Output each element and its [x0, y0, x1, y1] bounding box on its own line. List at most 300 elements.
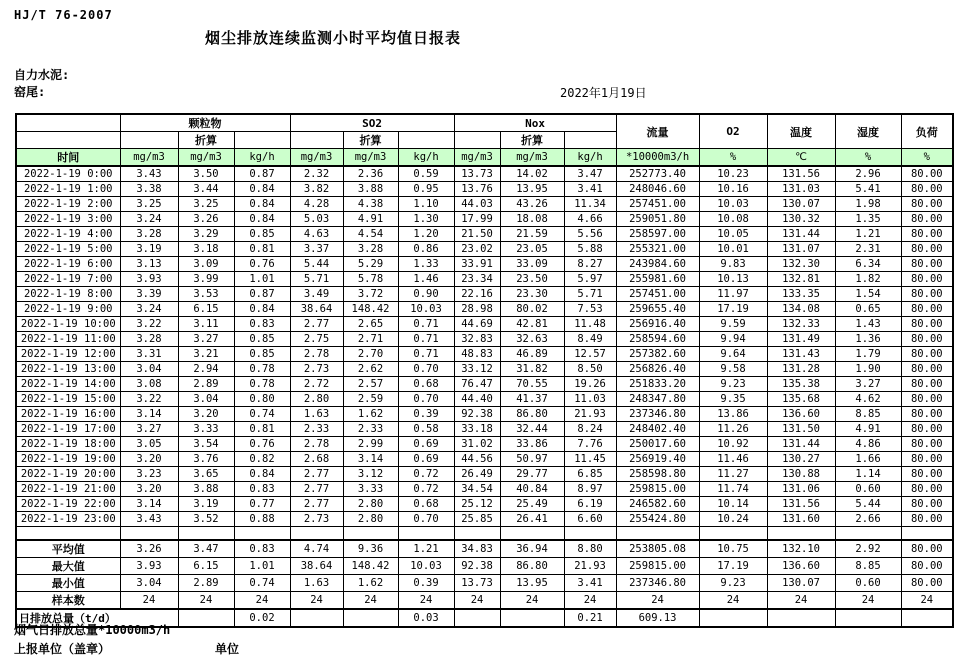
value-cell: 2.68 [290, 452, 343, 467]
empty-cell [290, 527, 343, 541]
time-cell: 2022-1-19 14:00 [16, 377, 120, 392]
value-cell: 3.99 [178, 272, 234, 287]
daily-total-value-cell [767, 609, 835, 627]
empty-cell [120, 527, 178, 541]
value-cell: 2.70 [343, 347, 398, 362]
value-cell: 256826.40 [616, 362, 699, 377]
value-cell: 0.78 [234, 377, 290, 392]
value-cell: 0.69 [398, 452, 454, 467]
summary-value-cell: 8.85 [835, 558, 901, 575]
value-cell: 248046.60 [616, 182, 699, 197]
daily-total-value-cell [343, 609, 398, 627]
value-cell: 80.00 [901, 257, 953, 272]
value-cell: 2.36 [343, 166, 398, 182]
value-cell: 2.80 [343, 512, 398, 527]
value-cell: 1.21 [835, 227, 901, 242]
unit-pm-converted-mgm3: mg/m3 [178, 149, 234, 167]
value-cell: 4.91 [835, 422, 901, 437]
value-cell: 257451.00 [616, 197, 699, 212]
empty-cell [564, 527, 616, 541]
value-cell: 3.31 [120, 347, 178, 362]
time-cell: 2022-1-19 18:00 [16, 437, 120, 452]
value-cell: 10.05 [699, 227, 767, 242]
summary-value-cell: 38.64 [290, 558, 343, 575]
value-cell: 22.16 [454, 287, 500, 302]
value-cell: 10.92 [699, 437, 767, 452]
empty-cell [500, 527, 564, 541]
table-row [16, 182, 953, 197]
summary-value-cell: 6.15 [178, 558, 234, 575]
value-cell: 10.24 [699, 512, 767, 527]
value-cell: 80.00 [901, 347, 953, 362]
table-row [16, 272, 953, 287]
value-cell: 41.37 [500, 392, 564, 407]
summary-value-cell: 237346.80 [616, 575, 699, 592]
value-cell: 9.59 [699, 317, 767, 332]
value-cell: 3.18 [178, 242, 234, 257]
value-cell: 0.78 [234, 362, 290, 377]
time-cell: 2022-1-19 19:00 [16, 452, 120, 467]
empty-cell [901, 527, 953, 541]
value-cell: 0.84 [234, 212, 290, 227]
time-cell: 2022-1-19 3:00 [16, 212, 120, 227]
value-cell: 0.65 [835, 302, 901, 317]
value-cell: 3.04 [120, 362, 178, 377]
value-cell: 131.44 [767, 437, 835, 452]
summary-value-cell: 24 [343, 592, 398, 610]
value-cell: 1.66 [835, 452, 901, 467]
summary-label: 平均值 [16, 540, 120, 558]
value-cell: 80.00 [901, 407, 953, 422]
summary-value-cell: 10.03 [398, 558, 454, 575]
value-cell: 0.84 [234, 182, 290, 197]
value-cell: 257382.60 [616, 347, 699, 362]
value-cell: 0.83 [234, 482, 290, 497]
value-cell: 80.00 [901, 227, 953, 242]
value-cell: 250017.60 [616, 437, 699, 452]
summary-value-cell: 3.41 [564, 575, 616, 592]
value-cell: 0.68 [398, 377, 454, 392]
value-cell: 2.99 [343, 437, 398, 452]
value-cell: 80.00 [901, 482, 953, 497]
time-cell: 2022-1-19 8:00 [16, 287, 120, 302]
value-cell: 13.86 [699, 407, 767, 422]
value-cell: 3.27 [178, 332, 234, 347]
value-cell: 10.14 [699, 497, 767, 512]
value-cell: 0.87 [234, 287, 290, 302]
empty-cell [398, 132, 454, 149]
group-nox: Nox [454, 114, 616, 132]
daily-total-value-cell [699, 609, 767, 627]
summary-value-cell: 24 [564, 592, 616, 610]
value-cell: 131.60 [767, 512, 835, 527]
value-cell: 237346.80 [616, 407, 699, 422]
value-cell: 2.59 [343, 392, 398, 407]
value-cell: 76.47 [454, 377, 500, 392]
value-cell: 130.27 [767, 452, 835, 467]
value-cell: 2.31 [835, 242, 901, 257]
value-cell: 5.71 [290, 272, 343, 287]
summary-value-cell: 2.89 [178, 575, 234, 592]
summary-value-cell: 24 [454, 592, 500, 610]
value-cell: 0.58 [398, 422, 454, 437]
value-cell: 248402.40 [616, 422, 699, 437]
value-cell: 2.94 [178, 362, 234, 377]
value-cell: 80.00 [901, 317, 953, 332]
table-row [16, 392, 953, 407]
table-row [16, 452, 953, 467]
value-cell: 10.23 [699, 166, 767, 182]
value-cell: 80.00 [901, 212, 953, 227]
time-cell: 2022-1-19 6:00 [16, 257, 120, 272]
value-cell: 3.76 [178, 452, 234, 467]
value-cell: 3.28 [120, 332, 178, 347]
summary-value-cell: 24 [901, 592, 953, 610]
value-cell: 131.56 [767, 497, 835, 512]
value-cell: 44.69 [454, 317, 500, 332]
unit-nox-converted-mgm3: mg/m3 [500, 149, 564, 167]
summary-value-cell: 4.74 [290, 540, 343, 558]
value-cell: 130.07 [767, 197, 835, 212]
value-cell: 32.44 [500, 422, 564, 437]
value-cell: 255321.00 [616, 242, 699, 257]
summary-value-cell: 3.47 [178, 540, 234, 558]
value-cell: 34.54 [454, 482, 500, 497]
header-group-row [16, 114, 953, 132]
value-cell: 1.14 [835, 467, 901, 482]
value-cell: 33.09 [500, 257, 564, 272]
summary-value-cell: 3.93 [120, 558, 178, 575]
value-cell: 258598.80 [616, 467, 699, 482]
so2-converted-label: 折算 [343, 132, 398, 149]
summary-value-cell: 24 [178, 592, 234, 610]
group-temperature: 温度 [767, 114, 835, 149]
summary-value-cell: 0.60 [835, 575, 901, 592]
value-cell: 33.86 [500, 437, 564, 452]
summary-value-cell: 24 [699, 592, 767, 610]
value-cell: 259655.40 [616, 302, 699, 317]
value-cell: 259051.80 [616, 212, 699, 227]
summary-value-cell: 24 [835, 592, 901, 610]
empty-cell [616, 527, 699, 541]
value-cell: 0.59 [398, 166, 454, 182]
value-cell: 2.71 [343, 332, 398, 347]
corner-cell [16, 132, 120, 149]
value-cell: 31.82 [500, 362, 564, 377]
value-cell: 3.52 [178, 512, 234, 527]
value-cell: 0.71 [398, 332, 454, 347]
table-row [16, 227, 953, 242]
value-cell: 1.62 [343, 407, 398, 422]
value-cell: 10.03 [398, 302, 454, 317]
value-cell: 0.72 [398, 482, 454, 497]
unit-humidity-pct: % [835, 149, 901, 167]
value-cell: 131.03 [767, 182, 835, 197]
summary-row [16, 575, 953, 592]
value-cell: 1.36 [835, 332, 901, 347]
value-cell: 44.03 [454, 197, 500, 212]
value-cell: 2.72 [290, 377, 343, 392]
group-humidity: 湿度 [835, 114, 901, 149]
value-cell: 256919.40 [616, 452, 699, 467]
value-cell: 1.30 [398, 212, 454, 227]
value-cell: 0.74 [234, 407, 290, 422]
value-cell: 3.33 [178, 422, 234, 437]
value-cell: 23.02 [454, 242, 500, 257]
value-cell: 33.91 [454, 257, 500, 272]
value-cell: 131.07 [767, 242, 835, 257]
value-cell: 0.83 [234, 317, 290, 332]
value-cell: 3.09 [178, 257, 234, 272]
value-cell: 3.21 [178, 347, 234, 362]
value-cell: 255424.80 [616, 512, 699, 527]
daily-total-value-cell: 0.03 [398, 609, 454, 627]
value-cell: 92.38 [454, 407, 500, 422]
value-cell: 135.38 [767, 377, 835, 392]
value-cell: 1.98 [835, 197, 901, 212]
value-cell: 80.00 [901, 422, 953, 437]
summary-row [16, 592, 953, 610]
value-cell: 3.27 [835, 377, 901, 392]
summary-value-cell: 34.83 [454, 540, 500, 558]
value-cell: 0.77 [234, 497, 290, 512]
value-cell: 8.97 [564, 482, 616, 497]
value-cell: 29.77 [500, 467, 564, 482]
value-cell: 3.47 [564, 166, 616, 182]
value-cell: 131.43 [767, 347, 835, 362]
table-row [16, 437, 953, 452]
value-cell: 80.00 [901, 166, 953, 182]
value-cell: 8.24 [564, 422, 616, 437]
empty-cell [835, 527, 901, 541]
pm-converted-label: 折算 [178, 132, 234, 149]
summary-value-cell: 36.94 [500, 540, 564, 558]
value-cell: 2.32 [290, 166, 343, 182]
value-cell: 3.24 [120, 212, 178, 227]
value-cell: 1.90 [835, 362, 901, 377]
value-cell: 18.08 [500, 212, 564, 227]
value-cell: 3.41 [564, 182, 616, 197]
value-cell: 11.45 [564, 452, 616, 467]
value-cell: 1.10 [398, 197, 454, 212]
value-cell: 80.00 [901, 437, 953, 452]
value-cell: 80.00 [901, 287, 953, 302]
summary-value-cell: 1.21 [398, 540, 454, 558]
summary-value-cell: 136.60 [767, 558, 835, 575]
unit-label: 单位 [215, 642, 240, 656]
value-cell: 4.62 [835, 392, 901, 407]
unit-nox-mgm3: mg/m3 [454, 149, 500, 167]
value-cell: 2.78 [290, 437, 343, 452]
value-cell: 3.19 [178, 497, 234, 512]
value-cell: 11.26 [699, 422, 767, 437]
value-cell: 3.43 [120, 512, 178, 527]
value-cell: 80.00 [901, 452, 953, 467]
summary-label: 最小值 [16, 575, 120, 592]
report-date: 2022年1月19日 [560, 86, 647, 100]
value-cell: 257451.00 [616, 287, 699, 302]
group-flow: 流量 [616, 114, 699, 149]
value-cell: 9.23 [699, 377, 767, 392]
header-units-row [16, 149, 953, 167]
summary-value-cell: 130.07 [767, 575, 835, 592]
value-cell: 10.03 [699, 197, 767, 212]
value-cell: 23.05 [500, 242, 564, 257]
value-cell: 80.00 [901, 272, 953, 287]
value-cell: 3.33 [343, 482, 398, 497]
value-cell: 23.30 [500, 287, 564, 302]
summary-value-cell: 13.95 [500, 575, 564, 592]
empty-cell [234, 132, 290, 149]
value-cell: 6.15 [178, 302, 234, 317]
value-cell: 9.64 [699, 347, 767, 362]
summary-value-cell: 8.80 [564, 540, 616, 558]
empty-cell [454, 527, 500, 541]
value-cell: 2.73 [290, 362, 343, 377]
value-cell: 5.78 [343, 272, 398, 287]
unit-so2-converted-mgm3: mg/m3 [343, 149, 398, 167]
value-cell: 8.85 [835, 407, 901, 422]
value-cell: 5.29 [343, 257, 398, 272]
value-cell: 86.80 [500, 407, 564, 422]
unit-pm-mgm3: mg/m3 [120, 149, 178, 167]
summary-value-cell: 9.23 [699, 575, 767, 592]
value-cell: 3.04 [178, 392, 234, 407]
value-cell: 0.82 [234, 452, 290, 467]
value-cell: 0.68 [398, 497, 454, 512]
value-cell: 3.28 [343, 242, 398, 257]
value-cell: 8.49 [564, 332, 616, 347]
time-cell: 2022-1-19 22:00 [16, 497, 120, 512]
value-cell: 130.88 [767, 467, 835, 482]
value-cell: 80.00 [901, 377, 953, 392]
value-cell: 80.00 [901, 182, 953, 197]
summary-value-cell: 24 [398, 592, 454, 610]
value-cell: 4.54 [343, 227, 398, 242]
value-cell: 3.22 [120, 392, 178, 407]
value-cell: 11.48 [564, 317, 616, 332]
summary-value-cell: 3.04 [120, 575, 178, 592]
value-cell: 80.00 [901, 302, 953, 317]
table-row [16, 377, 953, 392]
value-cell: 17.19 [699, 302, 767, 317]
value-cell: 2.96 [835, 166, 901, 182]
value-cell: 3.82 [290, 182, 343, 197]
value-cell: 26.49 [454, 467, 500, 482]
summary-value-cell: 1.01 [234, 558, 290, 575]
value-cell: 0.81 [234, 422, 290, 437]
value-cell: 130.32 [767, 212, 835, 227]
group-so2: SO2 [290, 114, 454, 132]
summary-value-cell: 21.93 [564, 558, 616, 575]
table-row [16, 242, 953, 257]
value-cell: 2.80 [290, 392, 343, 407]
value-cell: 33.18 [454, 422, 500, 437]
monitoring-table [15, 113, 954, 628]
value-cell: 5.71 [564, 287, 616, 302]
blank-row [16, 527, 953, 541]
value-cell: 40.84 [500, 482, 564, 497]
value-cell: 17.99 [454, 212, 500, 227]
value-cell: 5.44 [290, 257, 343, 272]
value-cell: 132.81 [767, 272, 835, 287]
summary-value-cell: 2.92 [835, 540, 901, 558]
value-cell: 0.81 [234, 242, 290, 257]
value-cell: 10.13 [699, 272, 767, 287]
daily-total-value-cell [500, 609, 564, 627]
value-cell: 3.38 [120, 182, 178, 197]
summary-value-cell: 80.00 [901, 575, 953, 592]
value-cell: 0.85 [234, 347, 290, 362]
value-cell: 3.11 [178, 317, 234, 332]
table-row [16, 287, 953, 302]
daily-total-value-cell: 609.13 [616, 609, 699, 627]
unit-temp-celsius: ℃ [767, 149, 835, 167]
summary-label: 最大值 [16, 558, 120, 575]
time-cell: 2022-1-19 16:00 [16, 407, 120, 422]
value-cell: 6.19 [564, 497, 616, 512]
value-cell: 0.84 [234, 302, 290, 317]
unit-flow: *10000m3/h [616, 149, 699, 167]
summary-value-cell: 80.00 [901, 558, 953, 575]
value-cell: 3.08 [120, 377, 178, 392]
summary-value-cell: 24 [290, 592, 343, 610]
value-cell: 80.00 [901, 392, 953, 407]
value-cell: 9.35 [699, 392, 767, 407]
value-cell: 3.12 [343, 467, 398, 482]
value-cell: 5.88 [564, 242, 616, 257]
unit-load-pct: % [901, 149, 953, 167]
value-cell: 2.78 [290, 347, 343, 362]
daily-total-value-cell: 0.02 [234, 609, 290, 627]
value-cell: 252773.40 [616, 166, 699, 182]
value-cell: 3.50 [178, 166, 234, 182]
table-row [16, 332, 953, 347]
table-row [16, 407, 953, 422]
summary-value-cell: 10.75 [699, 540, 767, 558]
value-cell: 11.03 [564, 392, 616, 407]
value-cell: 0.95 [398, 182, 454, 197]
value-cell: 1.79 [835, 347, 901, 362]
value-cell: 258594.60 [616, 332, 699, 347]
value-cell: 80.00 [901, 197, 953, 212]
empty-cell [120, 132, 178, 149]
value-cell: 0.85 [234, 227, 290, 242]
summary-value-cell: 259815.00 [616, 558, 699, 575]
value-cell: 3.20 [178, 407, 234, 422]
value-cell: 21.59 [500, 227, 564, 242]
value-cell: 4.28 [290, 197, 343, 212]
summary-value-cell: 24 [616, 592, 699, 610]
time-cell: 2022-1-19 10:00 [16, 317, 120, 332]
time-cell: 2022-1-19 13:00 [16, 362, 120, 377]
value-cell: 1.43 [835, 317, 901, 332]
time-cell: 2022-1-19 2:00 [16, 197, 120, 212]
empty-cell [454, 132, 500, 149]
value-cell: 258597.00 [616, 227, 699, 242]
summary-value-cell: 0.74 [234, 575, 290, 592]
value-cell: 44.40 [454, 392, 500, 407]
value-cell: 80.00 [901, 512, 953, 527]
time-cell: 2022-1-19 0:00 [16, 166, 120, 182]
value-cell: 38.64 [290, 302, 343, 317]
value-cell: 131.49 [767, 332, 835, 347]
value-cell: 14.02 [500, 166, 564, 182]
value-cell: 13.73 [454, 166, 500, 182]
value-cell: 21.93 [564, 407, 616, 422]
value-cell: 131.50 [767, 422, 835, 437]
value-cell: 136.60 [767, 407, 835, 422]
